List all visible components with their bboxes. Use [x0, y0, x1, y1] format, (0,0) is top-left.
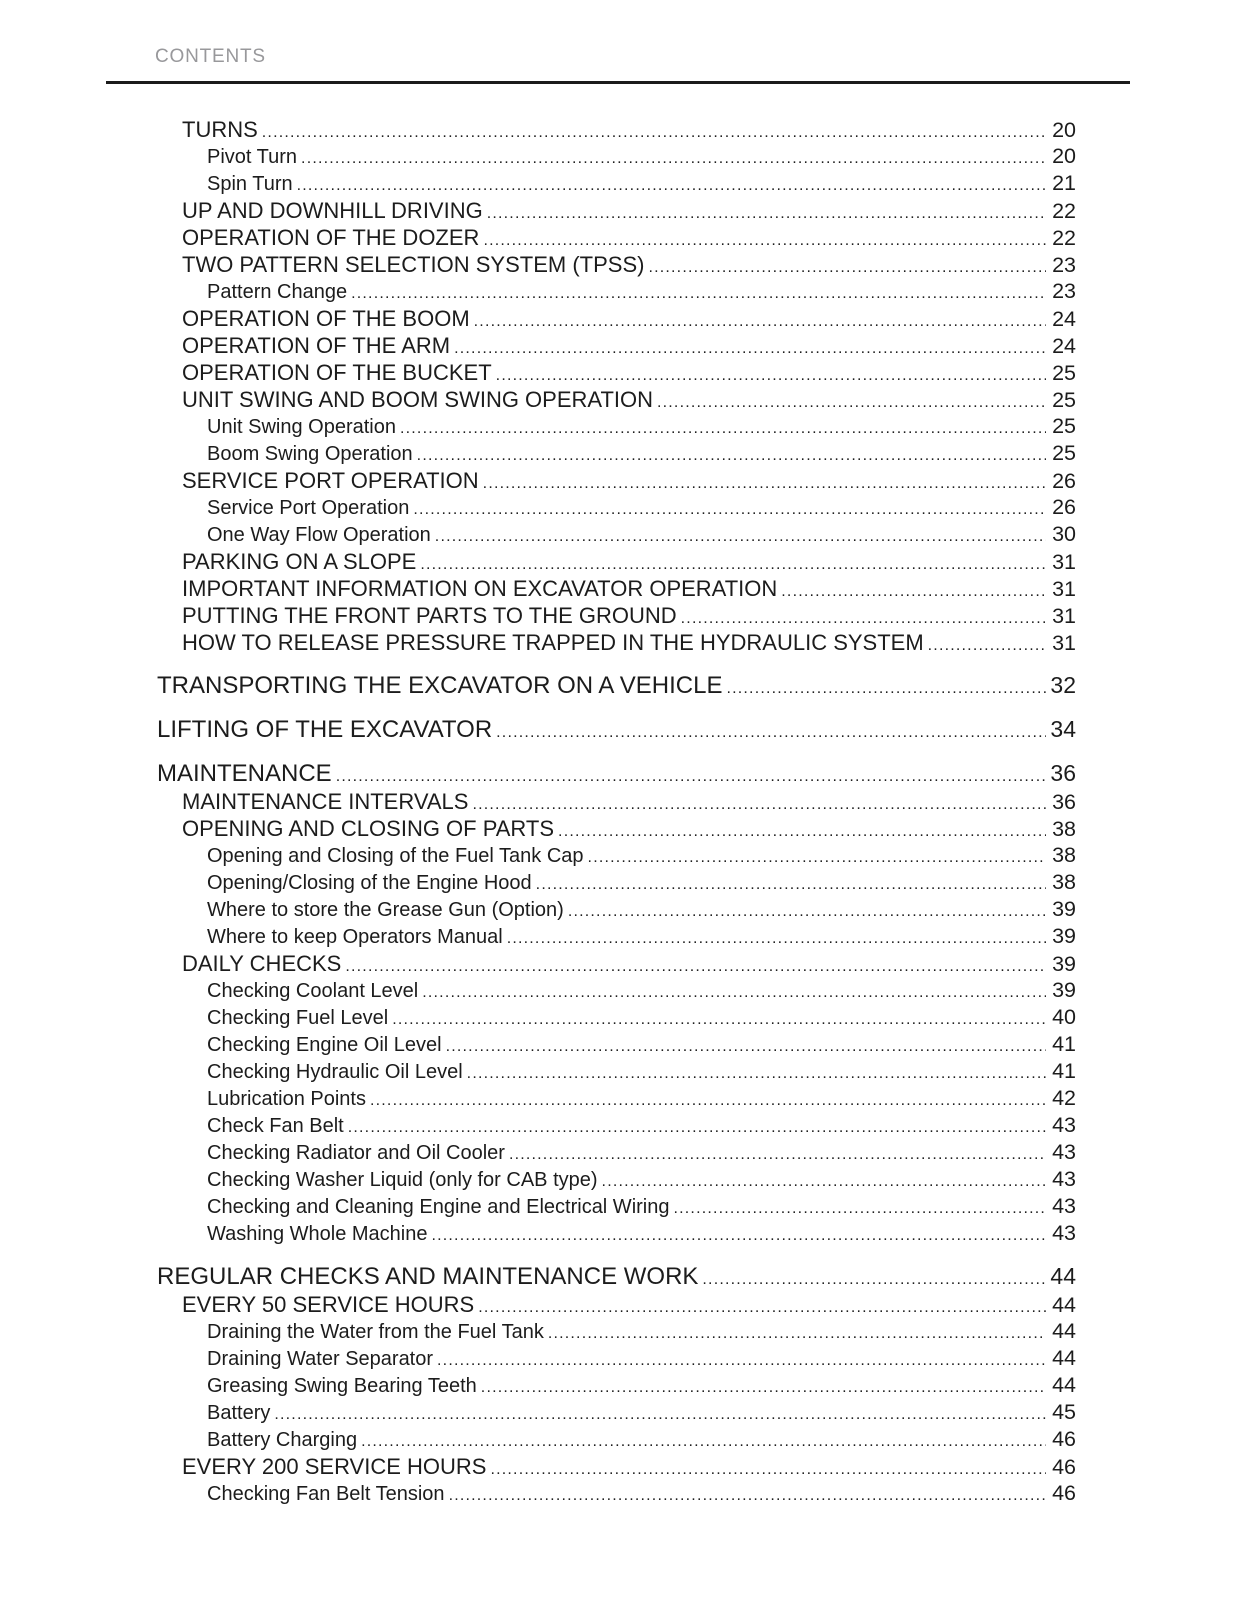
- dot-leader: [468, 796, 1046, 814]
- toc-entry: [182, 630, 1076, 657]
- toc-entry-label: Battery Charging: [207, 1429, 358, 1451]
- toc-entry: [207, 1427, 1076, 1454]
- toc-entry-label: Pattern Change: [207, 281, 348, 303]
- toc-entry-label: Checking Radiator and Oil Cooler: [207, 1142, 505, 1164]
- toc-entry-label: Greasing Swing Bearing Teeth: [207, 1375, 477, 1397]
- dot-leader: [427, 1227, 1046, 1245]
- toc-entry-label: UP AND DOWNHILL DRIVING: [182, 198, 483, 223]
- toc-page-number: 44: [1052, 1346, 1076, 1370]
- toc-page-number: 44: [1050, 1263, 1076, 1289]
- toc-entry-label: TRANSPORTING THE EXCAVATOR ON A VEHICLE: [157, 672, 723, 699]
- dot-leader: [644, 259, 1046, 277]
- toc-entry-label: Check Fan Belt: [207, 1115, 344, 1137]
- toc-entry-label: Washing Whole Machine: [207, 1223, 428, 1245]
- toc-entry: [207, 1221, 1076, 1248]
- toc-page-number: 43: [1052, 1167, 1076, 1191]
- toc-entry: [182, 225, 1076, 252]
- toc-page-number: 45: [1052, 1400, 1076, 1424]
- toc-entry-label: Service Port Operation: [207, 497, 410, 519]
- toc-entry: [207, 414, 1076, 441]
- toc-entry: [157, 716, 1076, 745]
- page-header: CONTENTS: [155, 46, 266, 67]
- toc-entry: [182, 1454, 1076, 1481]
- toc-page-number: 30: [1052, 522, 1076, 546]
- dot-leader: [344, 1119, 1046, 1137]
- toc-entry: [157, 760, 1076, 789]
- toc-entry: [182, 816, 1076, 843]
- toc-entry-label: OPERATION OF THE DOZER: [182, 225, 480, 250]
- dot-leader: [777, 583, 1046, 601]
- toc-entry: [207, 1373, 1076, 1400]
- toc-page-number: 39: [1052, 952, 1076, 976]
- toc-entry: [207, 144, 1076, 171]
- toc-entry-label: Opening and Closing of the Fuel Tank Cap: [207, 845, 584, 867]
- dot-leader: [669, 1200, 1046, 1218]
- toc-entry-label: OPERATION OF THE ARM: [182, 333, 451, 358]
- dot-leader: [433, 1352, 1046, 1370]
- toc-entry: [207, 870, 1076, 897]
- dot-leader: [445, 1487, 1046, 1505]
- dot-leader: [450, 340, 1046, 358]
- toc-page-number: 34: [1050, 716, 1076, 742]
- toc-entry: [207, 924, 1076, 951]
- toc-entry-label: UNIT SWING AND BOOM SWING OPERATION: [182, 387, 653, 412]
- toc-entry: [207, 1086, 1076, 1113]
- dot-leader: [503, 930, 1046, 948]
- toc-page-number: 23: [1052, 279, 1076, 303]
- dot-leader: [722, 680, 1046, 698]
- toc-entry: [182, 468, 1076, 495]
- toc-entry: [157, 1263, 1076, 1292]
- dot-leader: [505, 1146, 1046, 1164]
- toc-page-number: 43: [1052, 1113, 1076, 1137]
- toc-entry: [207, 1481, 1076, 1508]
- toc-entry-label: Where to keep Operators Manual: [207, 926, 503, 948]
- toc-entry: [207, 1005, 1076, 1032]
- toc-page-number: 39: [1052, 897, 1076, 921]
- dot-leader: [677, 610, 1046, 628]
- toc-entry: [182, 576, 1076, 603]
- dot-leader: [698, 1271, 1046, 1289]
- toc-entry: [207, 522, 1076, 549]
- toc-page-number: 24: [1052, 334, 1076, 358]
- toc-entry-label: Draining Water Separator: [207, 1348, 434, 1370]
- toc-entry: [182, 117, 1076, 144]
- toc-page-number: 43: [1052, 1140, 1076, 1164]
- toc-entry: [207, 1346, 1076, 1373]
- dot-leader: [492, 724, 1046, 742]
- toc-entry-label: MAINTENANCE: [157, 760, 332, 787]
- dot-leader: [297, 150, 1046, 168]
- toc-entry: [207, 171, 1076, 198]
- toc-page-number: 46: [1052, 1455, 1076, 1479]
- dot-leader: [492, 367, 1046, 385]
- toc-entry: [207, 1194, 1076, 1221]
- toc-entry-label: OPERATION OF THE BUCKET: [182, 360, 492, 385]
- dot-leader: [258, 124, 1046, 142]
- dot-leader: [418, 984, 1046, 1002]
- dot-leader: [332, 768, 1046, 786]
- toc-entry: [182, 252, 1076, 279]
- toc-entry-label: Checking Hydraulic Oil Level: [207, 1061, 463, 1083]
- toc-page-number: 39: [1052, 924, 1076, 948]
- toc-entry: [182, 789, 1076, 816]
- dot-leader: [653, 394, 1046, 412]
- toc-entry: [182, 387, 1076, 414]
- toc-page-number: 31: [1052, 550, 1076, 574]
- toc-entry: [207, 279, 1076, 306]
- dot-leader: [416, 556, 1046, 574]
- dot-leader: [924, 637, 1046, 655]
- toc-entry: [207, 441, 1076, 468]
- dot-leader: [366, 1092, 1046, 1110]
- toc-page-number: 21: [1052, 171, 1076, 195]
- toc-entry: [207, 495, 1076, 522]
- toc-entry-label: PARKING ON A SLOPE: [182, 549, 417, 574]
- toc-page-number: 46: [1052, 1481, 1076, 1505]
- toc-entry-label: TWO PATTERN SELECTION SYSTEM (TPSS): [182, 252, 645, 277]
- toc-entry-label: Boom Swing Operation: [207, 443, 413, 465]
- toc-entry: [207, 843, 1076, 870]
- toc-page-number: 20: [1052, 118, 1076, 142]
- dot-leader: [486, 1461, 1046, 1479]
- toc-page-number: 25: [1052, 388, 1076, 412]
- toc-entry: [207, 1059, 1076, 1086]
- dot-leader: [477, 1379, 1046, 1397]
- toc-entry-label: REGULAR CHECKS AND MAINTENANCE WORK: [157, 1263, 699, 1290]
- toc-page-number: 26: [1052, 495, 1076, 519]
- toc-entry: [157, 672, 1076, 701]
- toc-entry-label: Checking Washer Liquid (only for CAB type): [207, 1169, 598, 1191]
- toc-entry-label: Unit Swing Operation: [207, 416, 396, 438]
- dot-leader: [483, 205, 1046, 223]
- toc-entry-label: HOW TO RELEASE PRESSURE TRAPPED IN THE HYDRAULIC SYSTEM: [182, 630, 924, 655]
- toc-page-number: 32: [1050, 672, 1076, 698]
- toc-entry: [207, 1032, 1076, 1059]
- toc-page-number: 46: [1052, 1427, 1076, 1451]
- toc-entry-label: IMPORTANT INFORMATION ON EXCAVATOR OPERATION: [182, 576, 778, 601]
- dot-leader: [584, 849, 1046, 867]
- toc-entry: [182, 603, 1076, 630]
- toc-page-number: 22: [1052, 199, 1076, 223]
- toc-entry: [182, 549, 1076, 576]
- toc-page-number: 25: [1052, 414, 1076, 438]
- dot-leader: [474, 1299, 1046, 1317]
- toc-page-number: 20: [1052, 144, 1076, 168]
- dot-leader: [564, 903, 1046, 921]
- dot-leader: [270, 1406, 1046, 1424]
- toc-entry-label: Checking Fan Belt Tension: [207, 1483, 445, 1505]
- toc-page-number: 38: [1052, 843, 1076, 867]
- toc-page-number: 36: [1052, 790, 1076, 814]
- toc-entry-label: EVERY 50 SERVICE HOURS: [182, 1292, 475, 1317]
- toc-page-number: 44: [1052, 1373, 1076, 1397]
- dot-leader: [413, 447, 1046, 465]
- dot-leader: [341, 958, 1046, 976]
- header-rule: [106, 81, 1130, 84]
- toc-entry-label: TURNS: [182, 117, 258, 142]
- toc-entry-label: EVERY 200 SERVICE HOURS: [182, 1454, 487, 1479]
- toc-page-number: 41: [1052, 1032, 1076, 1056]
- toc-entry-label: Checking Coolant Level: [207, 980, 419, 1002]
- toc-page-number: 44: [1052, 1319, 1076, 1343]
- toc-entry-label: Checking Engine Oil Level: [207, 1034, 442, 1056]
- toc-page-number: 38: [1052, 817, 1076, 841]
- toc-entry-label: SERVICE PORT OPERATION: [182, 468, 479, 493]
- dot-leader: [442, 1038, 1046, 1056]
- toc-entry-label: LIFTING OF THE EXCAVATOR: [157, 716, 493, 743]
- toc-page-number: 39: [1052, 978, 1076, 1002]
- toc-page-number: 22: [1052, 226, 1076, 250]
- toc-entry: [182, 360, 1076, 387]
- toc-entry-label: Opening/Closing of the Engine Hood: [207, 872, 532, 894]
- toc-page-number: 38: [1052, 870, 1076, 894]
- toc-entry: [182, 333, 1076, 360]
- toc-entry: [182, 198, 1076, 225]
- toc-entry-label: Pivot Turn: [207, 146, 298, 168]
- toc-page-number: 23: [1052, 253, 1076, 277]
- toc-entry-label: Spin Turn: [207, 173, 293, 195]
- toc-entry-label: Draining the Water from the Fuel Tank: [207, 1321, 544, 1343]
- dot-leader: [544, 1325, 1046, 1343]
- dot-leader: [598, 1173, 1046, 1191]
- toc-list: [157, 117, 1076, 1508]
- toc-entry: [207, 1400, 1076, 1427]
- toc-page-number: 41: [1052, 1059, 1076, 1083]
- toc-entry: [207, 1113, 1076, 1140]
- toc-entry: [182, 306, 1076, 333]
- toc-page-number: 36: [1050, 760, 1076, 786]
- toc-entry: [207, 1140, 1076, 1167]
- toc-entry-label: Where to store the Grease Gun (Option): [207, 899, 564, 921]
- toc-page-number: 26: [1052, 469, 1076, 493]
- toc-entry: [182, 1292, 1076, 1319]
- toc-page-number: 31: [1052, 631, 1076, 655]
- toc-page-number: 43: [1052, 1221, 1076, 1245]
- toc-page-number: 40: [1052, 1005, 1076, 1029]
- toc-entry-label: MAINTENANCE INTERVALS: [182, 789, 469, 814]
- toc-entry: [207, 1167, 1076, 1194]
- dot-leader: [347, 285, 1046, 303]
- dot-leader: [431, 528, 1046, 546]
- toc-entry-label: OPERATION OF THE BOOM: [182, 306, 470, 331]
- toc-page-number: 25: [1052, 361, 1076, 385]
- toc-entry-label: OPENING AND CLOSING OF PARTS: [182, 816, 555, 841]
- toc-page-number: 24: [1052, 307, 1076, 331]
- dot-leader: [554, 823, 1046, 841]
- toc-page-number: 31: [1052, 604, 1076, 628]
- dot-leader: [470, 313, 1046, 331]
- toc-page-number: 31: [1052, 577, 1076, 601]
- dot-leader: [532, 876, 1046, 894]
- toc-entry-label: PUTTING THE FRONT PARTS TO THE GROUND: [182, 603, 677, 628]
- toc-page-number: 42: [1052, 1086, 1076, 1110]
- toc-entry-label: Checking Fuel Level: [207, 1007, 389, 1029]
- dot-leader: [357, 1433, 1046, 1451]
- toc-entry: [207, 978, 1076, 1005]
- toc-page-number: 44: [1052, 1293, 1076, 1317]
- toc-entry: [207, 1319, 1076, 1346]
- dot-leader: [479, 475, 1046, 493]
- dot-leader: [463, 1065, 1046, 1083]
- toc-entry-label: Checking and Cleaning Engine and Electrical Wiring: [207, 1196, 670, 1218]
- dot-leader: [388, 1011, 1046, 1029]
- dot-leader: [396, 420, 1046, 438]
- toc-entry-label: Lubrication Points: [207, 1088, 366, 1110]
- dot-leader: [293, 177, 1046, 195]
- dot-leader: [409, 501, 1046, 519]
- dot-leader: [479, 232, 1046, 250]
- toc-entry: [207, 897, 1076, 924]
- toc-entry: [182, 951, 1076, 978]
- toc-page-number: 43: [1052, 1194, 1076, 1218]
- toc-page-number: 25: [1052, 441, 1076, 465]
- toc-entry-label: Battery: [207, 1402, 271, 1424]
- toc-entry-label: One Way Flow Operation: [207, 524, 431, 546]
- toc-entry-label: DAILY CHECKS: [182, 951, 342, 976]
